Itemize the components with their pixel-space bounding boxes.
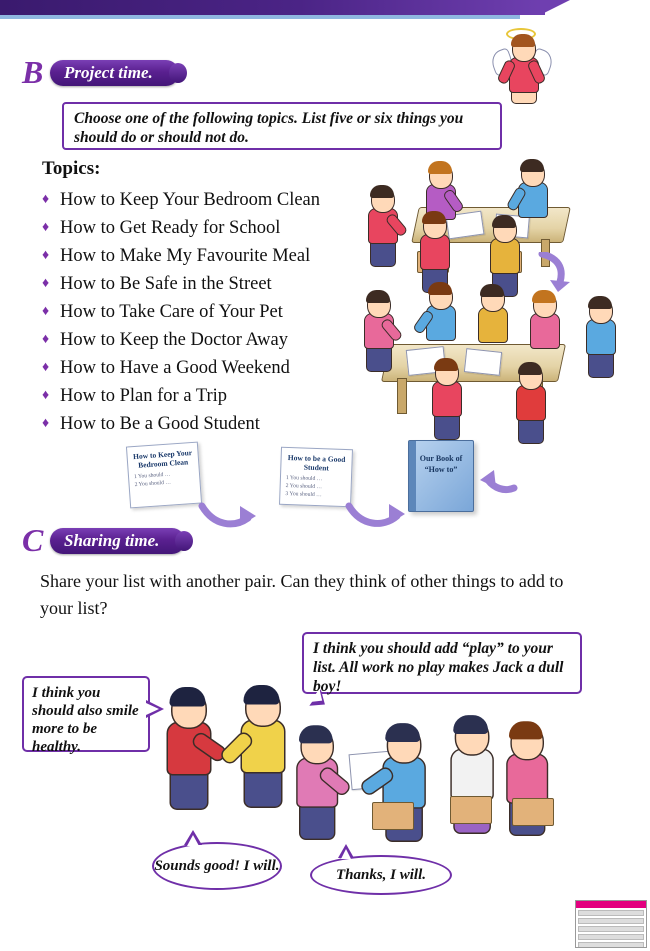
speech-bubble-thanks-text: Thanks, I will. [335,866,427,883]
section-c-title: Sharing time. [50,528,185,554]
hair [492,215,516,228]
hair [518,362,542,375]
instruction-callout [62,102,502,150]
hair [170,687,206,707]
torso [490,238,520,274]
strip-header [576,901,646,908]
list-item [42,214,372,242]
hair [520,159,544,172]
topic-label: How to Be a Good Student [60,414,260,434]
hair [453,715,488,734]
diamond-bullet-icon: ♦ [42,388,50,403]
section-c-letter: C [22,522,44,558]
top-bar-purple-slant [540,0,570,15]
top-bar-blue-rule [0,15,520,19]
speech-bubble-sounds-good-text: Sounds good! I will. [154,858,280,874]
strip-row [578,910,644,916]
strip-row [578,942,644,948]
torso [450,748,494,800]
torso [432,381,462,417]
diamond-bullet-icon: ♦ [42,304,50,319]
notebook-title: How to be a Good Student [287,453,346,473]
hair [370,185,394,198]
sharing-paragraph: Share your list with another pair. Can they think of other things to add to your list? [40,571,564,618]
book-spine [409,441,416,511]
page-top-bar [0,0,650,20]
list-item [42,326,372,354]
instruction-text: Choose one of the following topics. List five or six things you should do or should not do. [74,110,464,146]
notebook-line: 3 You should … [285,490,322,499]
torso [420,234,450,270]
notebook-title: How to Keep Your Bedroom Clean [132,447,193,470]
chair [450,796,492,824]
torso [426,305,456,341]
topic-label: How to Keep Your Bedroom Clean [60,190,321,210]
topic-label: How to Take Care of Your Pet [60,302,283,322]
list-item [42,242,372,270]
topics-label: Topics: [42,158,101,179]
list-item [42,186,372,214]
notebook-line: 2 You should … [134,479,172,489]
notebook-line: 1 You should … [133,471,171,481]
print-color-strip [575,900,647,948]
hair [385,723,420,742]
topic-label: How to Get Ready for School [60,218,281,238]
strip-row [578,934,644,940]
section-b-letter: B [22,54,44,90]
topic-label: How to Plan for a Trip [60,386,228,406]
chair [372,802,414,830]
diamond-bullet-icon: ♦ [42,248,50,263]
hair [422,211,446,224]
hair [509,721,543,739]
hair [532,290,556,303]
torso [586,319,616,355]
list-item [42,410,372,438]
torso [478,307,508,343]
worksheet [464,348,502,376]
list-item [42,270,372,298]
notebook-good-student [279,447,353,507]
list-item [42,382,372,410]
speech-bubble-thanks [310,855,452,895]
torso [506,753,548,803]
hair [366,290,390,303]
sharing-scene-bottom [150,690,620,850]
notebook-line: 2 You should … [285,482,323,491]
topic-label: How to Have a Good Weekend [60,358,290,378]
topic-label: How to Keep the Doctor Away [60,330,288,350]
diamond-bullet-icon: ♦ [42,332,50,347]
speech-bubble-smile-text: I think you should also smile more to be healthy. [32,685,139,755]
list-item [42,298,372,326]
strip-row [578,926,644,932]
section-b-title: Project time. [50,60,179,86]
hair [428,161,452,174]
angel-girl-illustration [492,28,554,104]
speech-bubble-play [302,632,582,694]
torso [518,182,548,218]
class-book [408,440,474,512]
speech-bubble-smile [22,676,150,755]
topic-label: How to Be Safe in the Street [60,274,272,294]
hair [434,358,458,371]
hair [244,685,280,705]
strip-row [578,918,644,924]
hair [588,296,612,309]
hair [428,282,452,295]
notebook-line: 1 You should … [285,474,323,483]
torso [530,313,560,349]
diamond-bullet-icon: ♦ [42,220,50,235]
diamond-bullet-icon: ♦ [42,276,50,291]
arrow-right-icon [198,500,258,534]
book-title-line-2: “How to” [424,465,458,474]
diamond-bullet-icon: ♦ [42,360,50,375]
diamond-bullet-icon: ♦ [42,192,50,207]
diamond-bullet-icon: ♦ [42,416,50,431]
hair [511,34,535,47]
arrow-right-icon [345,500,407,534]
book-title-line-1: Our Book of [419,454,463,463]
top-bar-purple-block [0,0,545,15]
topic-label: How to Make My Favourite Meal [60,246,311,266]
classroom-scene-top [355,165,645,275]
hair [480,284,504,297]
notebook-bedroom-clean [126,442,202,509]
classroom-scene-middle [355,282,645,432]
speech-bubble-play-text: I think you should add “play” to your list. All work no play makes Jack a dull boy! [313,640,564,695]
chair [512,798,554,826]
list-item [42,354,372,382]
arrow-left-icon [478,470,518,496]
hair [299,725,333,743]
table-leg [397,378,407,414]
topics-list [42,186,372,438]
torso [516,385,546,421]
bubble-tail-inner [341,849,351,859]
